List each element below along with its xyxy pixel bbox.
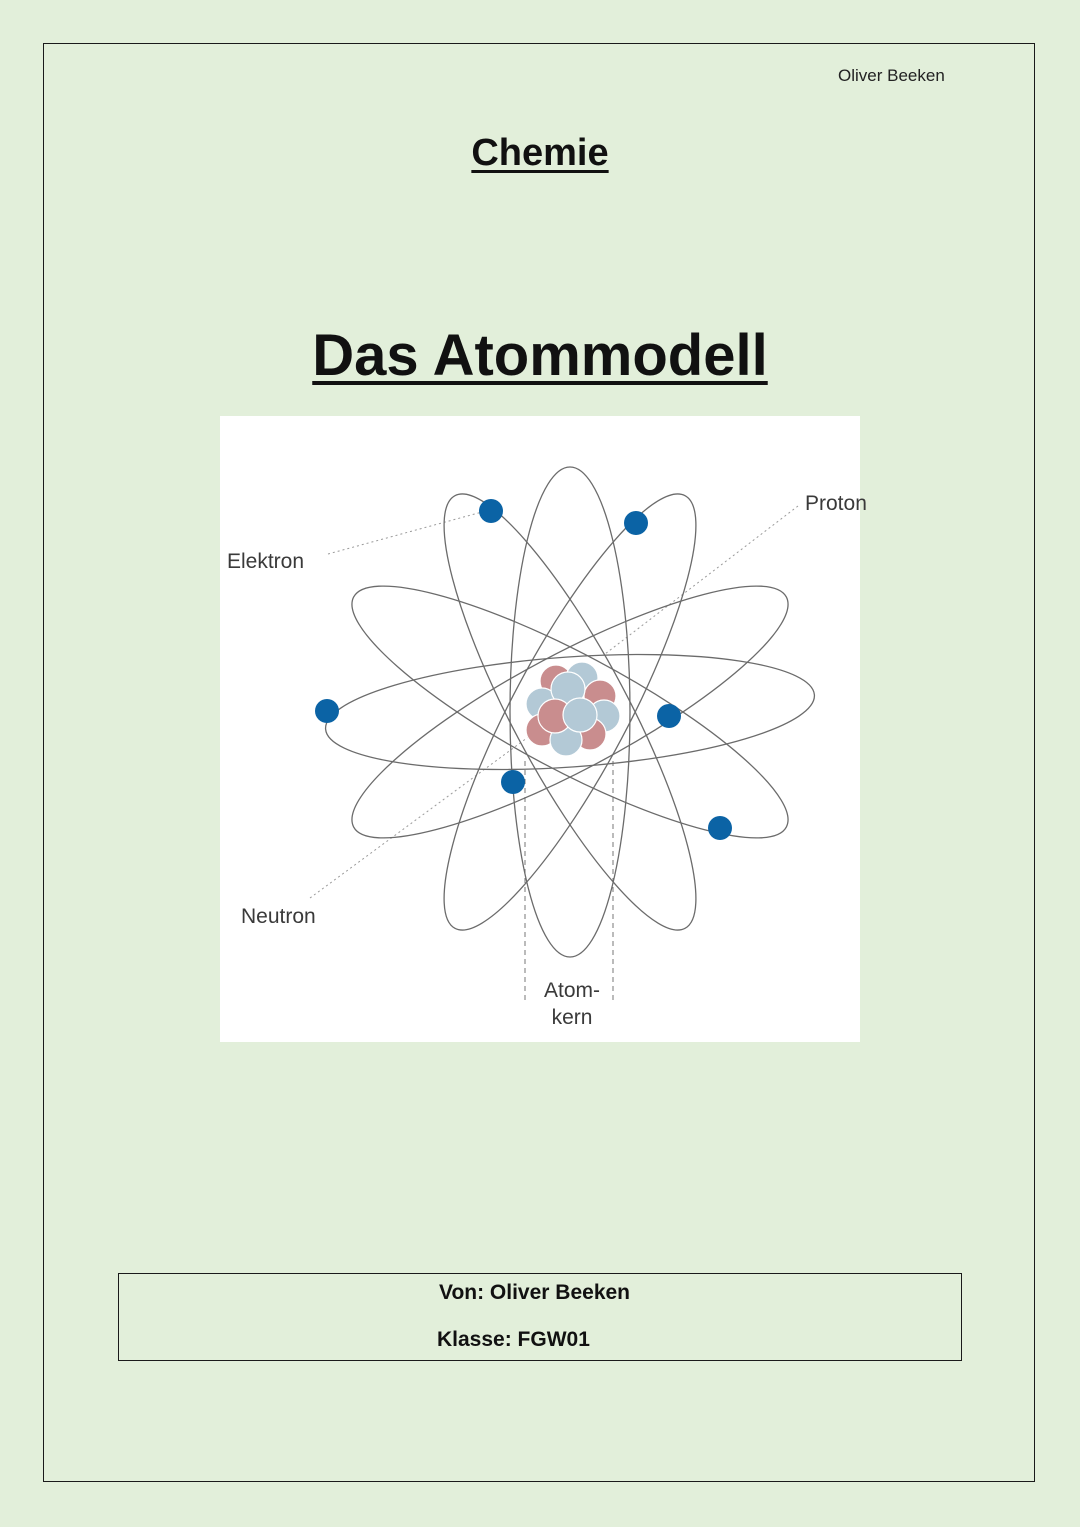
label-neutron: Neutron: [241, 905, 316, 928]
electron: [657, 704, 681, 728]
neutron: [563, 698, 597, 732]
electron: [624, 511, 648, 535]
electron: [315, 699, 339, 723]
label-nucleus: [532, 977, 612, 1031]
class-line: Klasse: FGW01: [437, 1328, 590, 1351]
author-line: Von: Oliver Beeken: [439, 1281, 631, 1304]
electron: [708, 816, 732, 840]
document-title: Das Atommodell: [312, 323, 768, 388]
author-info-box: [118, 1273, 962, 1361]
label-proton: Proton: [805, 492, 867, 515]
subject-heading: Chemie: [471, 132, 609, 174]
electron: [501, 770, 525, 794]
author-name: Oliver Beeken: [838, 66, 945, 85]
label-nucleus-line1: Atom-: [543, 979, 600, 1002]
label-nucleus-line2: kern: [551, 1006, 593, 1029]
electron-leader-line: [328, 512, 482, 554]
atom-nucleus: [526, 662, 620, 756]
atom-diagram: [220, 416, 860, 1042]
electron: [479, 499, 503, 523]
label-electron: Elektron: [227, 550, 305, 573]
atom-model-figure: [220, 416, 867, 1042]
